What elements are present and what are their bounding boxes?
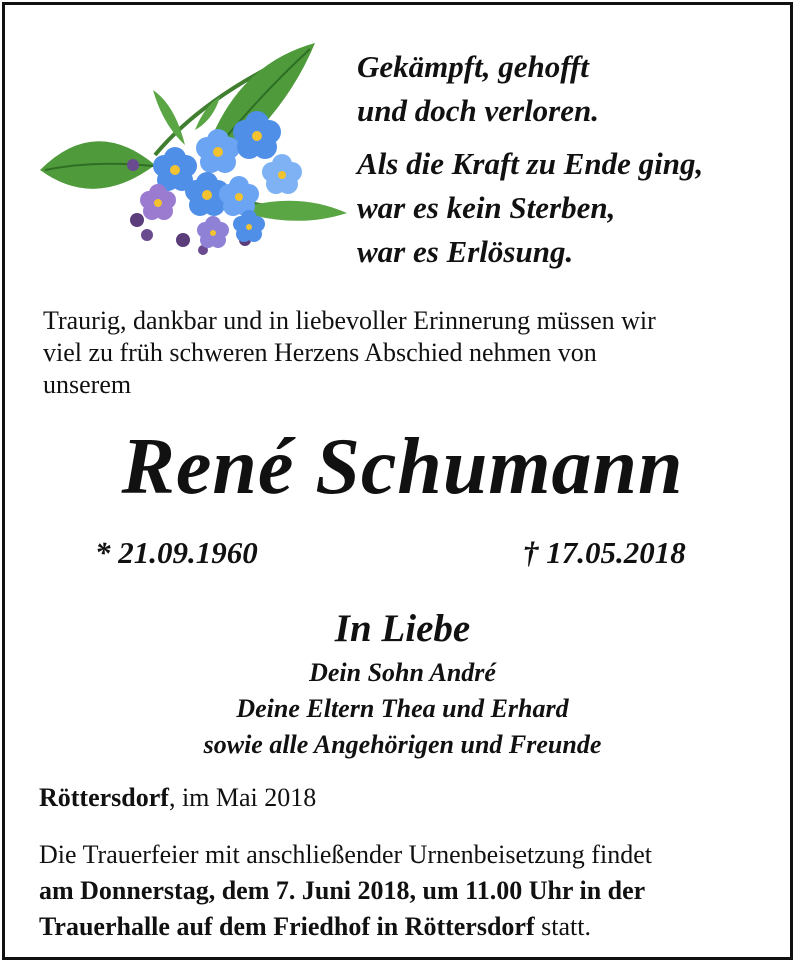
death-date: † 17.05.2018: [523, 535, 686, 570]
place-name: Röttersdorf: [39, 783, 169, 812]
funeral-info: [39, 837, 784, 945]
poem-line: war es kein Sterben,: [357, 190, 616, 225]
place-and-date: [39, 781, 316, 815]
funeral-date-time: am Donnerstag, dem 7. Juni 2018, um 11.00 Uhr in der: [39, 876, 646, 905]
mourner-line: Deine Eltern Thea und Erhard: [236, 694, 569, 723]
intro-line: viel zu früh schweren Herzens Abschied nehmen von: [43, 338, 597, 367]
poem-line: Als die Kraft zu Ende ging,: [357, 146, 704, 181]
poem: [357, 45, 787, 274]
deceased-name: René Schumann: [121, 423, 684, 511]
obituary-notice: [2, 2, 793, 960]
mourners-signoff: [5, 603, 800, 763]
poem-line: war es Erlösung.: [357, 234, 574, 269]
poem-line: und doch verloren.: [357, 93, 599, 128]
mourner-line: sowie alle Angehörigen und Freunde: [203, 730, 602, 759]
intro-text: [43, 305, 783, 401]
funeral-line-end: statt.: [534, 912, 591, 941]
signoff-heading: In Liebe: [334, 607, 471, 650]
birth-date: * 21.09.1960: [95, 535, 258, 570]
intro-line: Traurig, dankbar und in liebevoller Erinnerung müssen wir: [43, 306, 656, 335]
forget-me-not-flower-icon: [35, 35, 355, 265]
poem-line: Gekämpft, gehofft: [357, 49, 589, 84]
funeral-location: Trauerhalle auf dem Friedhof in Röttersdorf: [39, 912, 535, 941]
mourner-line: Dein Sohn André: [309, 658, 496, 687]
notice-date: , im Mai 2018: [168, 783, 317, 812]
funeral-line: Die Trauerfeier mit anschließender Urnenbeisetzung findet: [39, 840, 652, 869]
intro-line: unserem: [43, 370, 132, 399]
